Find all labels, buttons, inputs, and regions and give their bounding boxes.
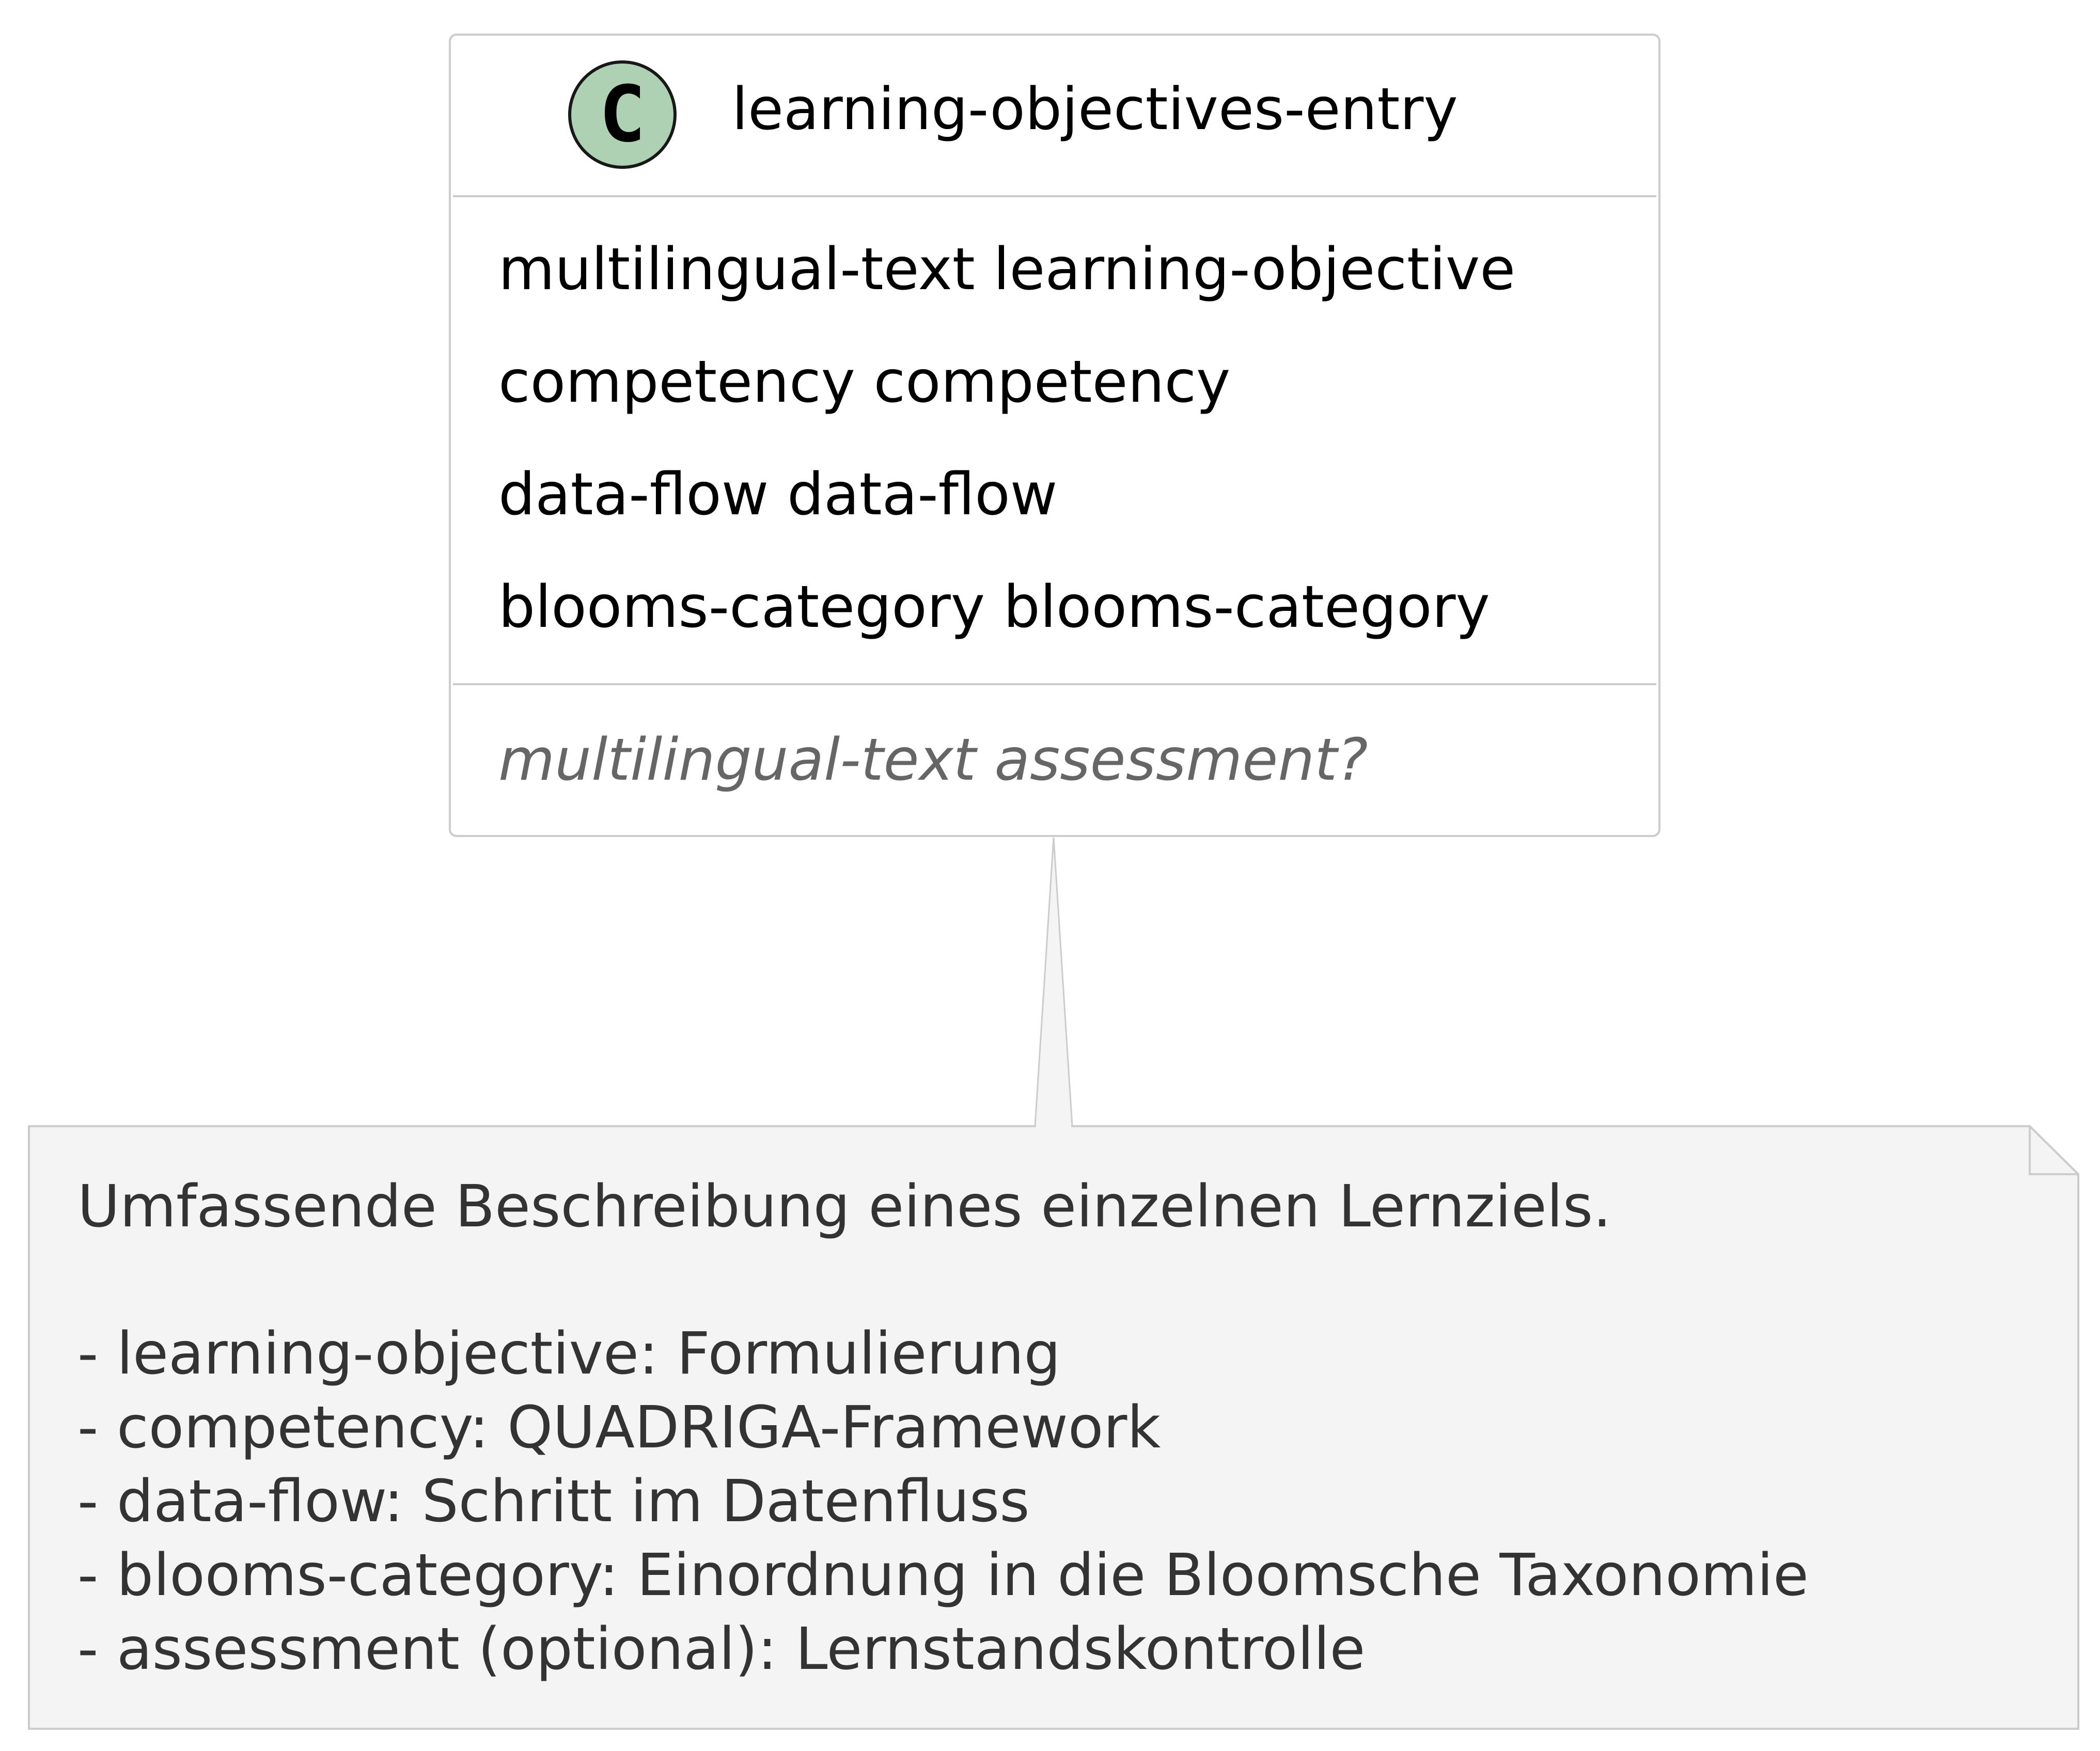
class-field: multilingual-text learning-objective — [498, 236, 1516, 303]
class-box[interactable] — [450, 35, 1659, 836]
note-line: - blooms-category: Einordnung in die Bloomsche Taxonomie — [77, 1542, 1809, 1609]
note-connector — [1035, 838, 1072, 1126]
note[interactable] — [29, 1126, 2078, 1729]
class-name: learning-objectives-entry — [732, 76, 1458, 143]
note-line: Umfassende Beschreibung eines einzelnen Lernziels. — [77, 1173, 1611, 1240]
class-field: blooms-category blooms-category — [498, 574, 1490, 641]
note-line: - learning-objective: Formulierung — [77, 1320, 1061, 1387]
class-stereotype-letter: C — [599, 70, 646, 160]
note-line: - competency: QUADRIGA-Framework — [77, 1394, 1161, 1461]
note-line: - assessment (optional): Lernstandskontrolle — [77, 1616, 1366, 1683]
class-field: data-flow data-flow — [498, 461, 1058, 528]
class-field: competency competency — [498, 349, 1231, 416]
class-optional-fields — [498, 727, 1368, 794]
note-line: - data-flow: Schritt im Datenfluss — [77, 1468, 1030, 1535]
class-optional-field: multilingual-text assessment? — [498, 727, 1368, 794]
